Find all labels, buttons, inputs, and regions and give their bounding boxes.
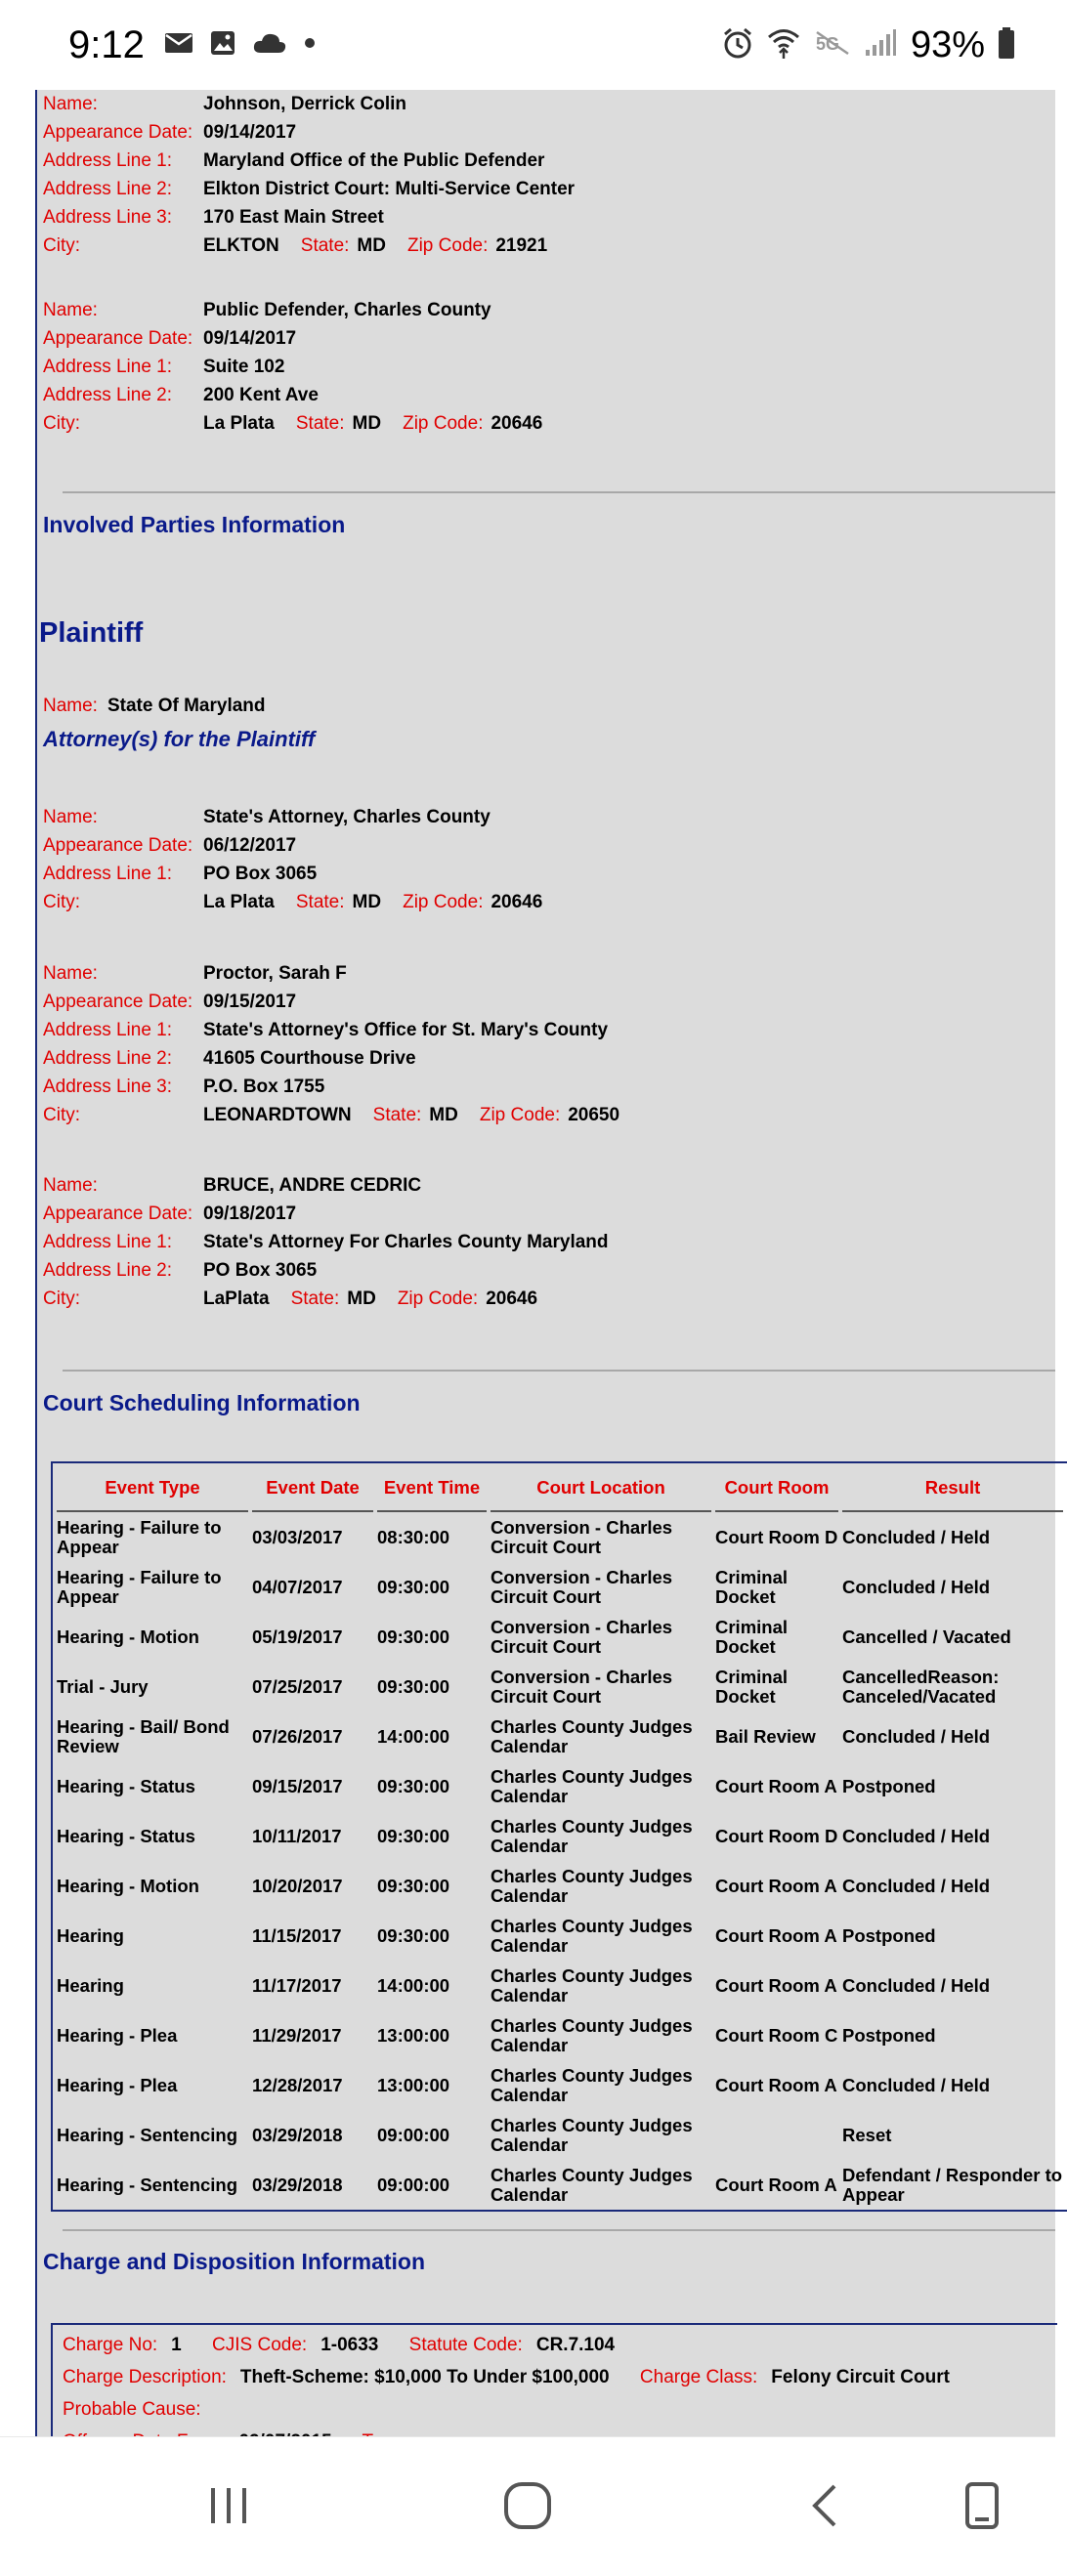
cell-court-location: Conversion - Charles Circuit Court: [491, 1516, 673, 1557]
plaintiff-attorney-1: Name: State's Attorney, Charles County Appearance Date: 06/12/2017 Address Line 1: PO Box 3065 City: La Plata State: MD Zip Code: 20646: [43, 807, 543, 912]
address-line-2: 200 Kent Ave: [203, 385, 319, 405]
cell-event-date: 10/20/2017: [252, 1875, 343, 1896]
charge-box: Charge No: 1 CJIS Code: 1-0633 Statute Code: CR.7.104 Charge Description: Theft-Scheme: $10,000 To Under $100,000 Charge Class: Felony Circuit Court Probable Cause:: [51, 2323, 1057, 2436]
attorney-name: Public Defender, Charles County: [203, 300, 491, 320]
cell-event-time: 09:30:00: [377, 1675, 450, 1697]
cell-event-time: 13:00:00: [377, 2074, 450, 2095]
appearance-date: 09/14/2017: [203, 122, 297, 143]
cell-court-room: Court Room A: [715, 1974, 837, 1996]
cell-event-type: Hearing - Plea: [57, 2024, 178, 2046]
cell-event-time: 09:00:00: [377, 2124, 450, 2145]
city: LEONARDTOWN: [203, 1105, 352, 1125]
attorney-name: State's Attorney, Charles County: [203, 807, 491, 827]
cell-court-room: Criminal Docket: [715, 1566, 789, 1607]
cell-event-type: Hearing - Bail/ Bond Review: [57, 1715, 230, 1756]
table-body: [57, 1512, 1063, 2210]
cell-court-room: Court Room A: [715, 2074, 837, 2095]
zip-code: 20646: [491, 413, 543, 434]
cell-event-time: 09:30:00: [377, 1924, 450, 1946]
zip-code: 21921: [495, 235, 548, 256]
cell-result: Defendant / Responder to Appear: [842, 2164, 1063, 2205]
status-bar: [0, 0, 1055, 90]
cell-event-time: 09:00:00: [377, 2174, 450, 2195]
cell-event-time: 08:30:00: [377, 1526, 450, 1547]
cell-court-room: Court Room A: [715, 1924, 837, 1946]
cell-court-room: [715, 2110, 838, 2160]
cell-court-location: Charles County Judges Calendar: [491, 2014, 693, 2055]
cell-event-date: 03/29/2018: [252, 2124, 343, 2145]
dot-icon: [303, 36, 317, 55]
statute-code: CR.7.104: [535, 2335, 616, 2355]
status-time: 9:12: [68, 22, 145, 66]
cell-event-date: 07/26/2017: [252, 1725, 343, 1747]
header-event-date: Event Date: [252, 1463, 373, 1512]
cell-event-date: 04/07/2017: [252, 1576, 343, 1597]
table-row: [57, 2010, 1063, 2060]
cell-court-room: Court Room D: [715, 1825, 838, 1846]
cell-result: Reset: [842, 2124, 892, 2145]
state: MD: [429, 1105, 458, 1125]
appearance-date: 09/14/2017: [203, 328, 297, 349]
state: MD: [347, 1288, 376, 1309]
involved-parties-title: Involved Parties Information: [43, 512, 346, 537]
cell-court-location: Charles County Judges Calendar: [491, 2064, 693, 2105]
table-header-row: [57, 1463, 1063, 1512]
cell-event-time: 09:30:00: [377, 1576, 450, 1597]
address-line-1: Maryland Office of the Public Defender: [203, 150, 545, 171]
cell-court-room: Court Room A: [715, 2174, 837, 2195]
cell-result: Postponed: [842, 1775, 936, 1796]
cell-result: Cancelled / Vacated: [842, 1626, 1011, 1647]
appearance-date: 06/12/2017: [203, 835, 297, 856]
section-divider: [63, 491, 1055, 493]
cell-event-type: Hearing - Sentencing: [57, 2174, 238, 2195]
charge-description: Theft-Scheme: $10,000 To Under $100,000: [239, 2367, 610, 2387]
probable-cause-label: Probable Cause:: [63, 2399, 201, 2420]
cell-event-time: 14:00:00: [377, 1725, 450, 1747]
wifi-icon: [754, 25, 801, 65]
cell-event-time: 13:00:00: [377, 2024, 450, 2046]
table-row: [57, 1612, 1063, 1662]
cell-court-location: Conversion - Charles Circuit Court: [491, 1566, 673, 1607]
cell-court-room: Court Room A: [715, 1875, 837, 1896]
table-row: [57, 1961, 1063, 2010]
cell-court-location: Conversion - Charles Circuit Court: [491, 1666, 673, 1707]
cell-court-room: Criminal Docket: [715, 1616, 789, 1657]
plaintiff-heading: Plaintiff: [39, 617, 144, 649]
cell-event-type: Hearing - Status: [57, 1775, 195, 1796]
cell-court-location: Conversion - Charles Circuit Court: [491, 1616, 673, 1657]
header-event-time: Event Time: [377, 1463, 487, 1512]
cell-event-time: 09:30:00: [377, 1626, 450, 1647]
cell-result: Concluded / Held: [842, 2074, 991, 2095]
address-line-1: Suite 102: [203, 357, 285, 377]
mail-icon: [164, 31, 193, 60]
cell-result: Concluded / Held: [842, 1725, 991, 1747]
city: ELKTON: [203, 235, 279, 256]
charge-disposition-title: Charge and Disposition Information: [43, 2249, 426, 2274]
charge-number: 1: [171, 2335, 182, 2355]
defense-attorney-2: Name: Public Defender, Charles County Appearance Date: 09/14/2017 Address Line 1: Suite 102 Address Line 2: 200 Kent Ave City: La Plata State: MD Zip Code: 20646: [43, 300, 543, 434]
rotate-icon[interactable]: [958, 2476, 1006, 2540]
header-court-location: Court Location: [491, 1463, 711, 1512]
case-detail-content: [35, 90, 1063, 2436]
address-line-1: PO Box 3065: [203, 864, 318, 884]
attorney-name: BRUCE, ANDRE CEDRIC: [203, 1175, 422, 1196]
cell-event-time: 09:30:00: [377, 1775, 450, 1796]
cell-result: Concluded / Held: [842, 1875, 991, 1896]
cloud-icon: [252, 31, 287, 60]
city: La Plata: [203, 413, 275, 434]
cell-event-date: 07/25/2017: [252, 1675, 343, 1697]
cell-event-date: 03/29/2018: [252, 2174, 343, 2195]
defense-attorney-1: Name: Johnson, Derrick Colin Appearance Date: 09/14/2017 Address Line 1: Maryland Office of the Public Defender Address Line 2: Elkton District Court: Multi-Service Center Address Line 3: 170 East Main Street City: ELKTON State: MD Zip Code: 21921: [43, 94, 576, 256]
court-scheduling-title: Court Scheduling Information: [43, 1390, 361, 1415]
cell-event-type: Trial - Jury: [57, 1675, 149, 1697]
plaintiff-name-row: Name: State Of Maryland: [43, 696, 266, 716]
cell-event-date: 05/19/2017: [252, 1626, 343, 1647]
appearance-date: 09/15/2017: [203, 992, 297, 1012]
state: MD: [352, 892, 382, 912]
5g-off-icon: [801, 28, 852, 63]
cell-result: Concluded / Held: [842, 1526, 991, 1547]
state: MD: [352, 413, 382, 434]
cell-court-location: Charles County Judges Calendar: [491, 1715, 693, 1756]
cell-event-type: Hearing - Status: [57, 1825, 195, 1846]
alarm-icon: [709, 26, 754, 64]
city: La Plata: [203, 892, 275, 912]
address-line-1: State's Attorney For Charles County Maryland: [203, 1232, 609, 1252]
cell-court-location: Charles County Judges Calendar: [491, 1915, 693, 1956]
table-row: [57, 1711, 1063, 1761]
cell-event-type: Hearing - Sentencing: [57, 2124, 238, 2145]
attorney-name: Johnson, Derrick Colin: [203, 94, 406, 114]
cell-court-room: Court Room A: [715, 1775, 837, 1796]
cjis-code: 1-0633: [320, 2335, 379, 2355]
cell-event-date: 10/11/2017: [252, 1825, 342, 1846]
zip-code: 20646: [491, 892, 543, 912]
cell-event-date: 09/15/2017: [252, 1775, 343, 1796]
table-row: [57, 1761, 1063, 1811]
section-divider: [63, 1370, 1055, 1372]
table-row: [57, 1562, 1063, 1612]
cell-result: Concluded / Held: [842, 1825, 991, 1846]
cell-court-location: Charles County Judges Calendar: [491, 1765, 693, 1806]
cell-result: Concluded / Held: [842, 1974, 991, 1996]
cell-result: Concluded / Held: [842, 1576, 991, 1597]
cell-event-time: 09:30:00: [377, 1875, 450, 1896]
cell-court-location: Charles County Judges Calendar: [491, 2114, 693, 2155]
cell-court-room: Criminal Docket: [715, 1666, 789, 1707]
cell-court-location: Charles County Judges Calendar: [491, 2164, 693, 2205]
header-event-type: Event Type: [57, 1463, 248, 1512]
plaintiff-attorneys-heading: Attorney(s) for the Plaintiff: [43, 727, 316, 751]
cell-event-type: Hearing - Motion: [57, 1875, 199, 1896]
web-page: [0, 90, 1063, 2436]
section-divider: [63, 2229, 1055, 2231]
cell-event-type: Hearing: [57, 1974, 124, 1996]
address-line-2: Elkton District Court: Multi-Service Center: [203, 179, 576, 199]
cell-event-date: 03/03/2017: [252, 1526, 343, 1547]
cell-event-date: 11/29/2017: [252, 2024, 342, 2046]
signal-icon: [852, 28, 897, 63]
table-row: [57, 2110, 1063, 2160]
plaintiff-attorney-3: Name: BRUCE, ANDRE CEDRIC Appearance Date: 09/18/2017 Address Line 1: State's Attorney For Charles County Maryland Address Line 2: PO Box 3065 City: LaPlata State: MD Zip Code: 20646: [43, 1175, 609, 1309]
plaintiff-attorney-2: Name: Proctor, Sarah F Appearance Date: 09/15/2017 Address Line 1: State's Attorney's Office for St. Mary's County Address Line 2: 41605 Courthouse Drive Address Line 3: P.O. Box 1755 City: LEONARDTOWN State: MD Zip Code: 20650: [43, 963, 620, 1125]
cell-event-time: 14:00:00: [377, 1974, 450, 1996]
cell-event-type: Hearing - Failure to Appear: [57, 1566, 222, 1607]
cell-event-type: Hearing: [57, 1924, 124, 1946]
address-line-2: PO Box 3065: [203, 1260, 318, 1281]
navigation-bar: [0, 2436, 1055, 2576]
cell-court-location: Charles County Judges Calendar: [491, 1865, 693, 1906]
cell-court-room: Court Room D: [715, 1526, 838, 1547]
table-row: [57, 1911, 1063, 1961]
table-row: [57, 1512, 1063, 1562]
plaintiff-name: State Of Maryland: [107, 696, 266, 716]
battery-icon: [985, 26, 1016, 64]
recent-apps-icon[interactable]: [205, 2476, 254, 2540]
svg-text:5G: 5G: [815, 33, 839, 54]
table-row: [57, 2160, 1063, 2210]
cell-event-type: Hearing - Motion: [57, 1626, 199, 1647]
table-row: [57, 1811, 1063, 1861]
cell-court-room: Bail Review: [715, 1725, 816, 1747]
city: LaPlata: [203, 1288, 270, 1309]
address-line-2: 41605 Courthouse Drive: [203, 1048, 416, 1069]
cell-court-location: Charles County Judges Calendar: [491, 1815, 693, 1856]
cell-result: Postponed: [842, 2024, 936, 2046]
back-icon[interactable]: [801, 2476, 850, 2540]
table-row: [57, 1662, 1063, 1711]
cell-event-date: 11/15/2017: [252, 1924, 342, 1946]
zip-code: 20650: [568, 1105, 620, 1125]
table-row: [57, 1861, 1063, 1911]
zip-code: 20646: [486, 1288, 538, 1309]
cell-event-date: 12/28/2017: [252, 2074, 343, 2095]
cell-event-type: Hearing - Plea: [57, 2074, 178, 2095]
charge-class: Felony Circuit Court: [771, 2367, 950, 2387]
battery-level: 93%: [910, 23, 985, 65]
cell-event-type: Hearing - Failure to Appear: [57, 1516, 222, 1557]
cell-court-room: Court Room C: [715, 2024, 838, 2046]
appearance-date: 09/18/2017: [203, 1204, 297, 1224]
cell-event-time: 09:30:00: [377, 1825, 450, 1846]
header-result: Result: [842, 1463, 1063, 1512]
cell-court-location: Charles County Judges Calendar: [491, 1964, 693, 2006]
court-scheduling-table: [51, 1461, 1067, 2212]
attorney-name: Proctor, Sarah F: [203, 963, 347, 984]
cell-event-date: 11/17/2017: [252, 1974, 342, 1996]
cell-result: Postponed: [842, 1924, 936, 1946]
cell-result: CancelledReason: Canceled/Vacated: [842, 1666, 1000, 1707]
home-icon[interactable]: [498, 2476, 557, 2540]
state: MD: [357, 235, 386, 256]
header-court-room: Court Room: [715, 1463, 838, 1512]
address-line-3: 170 East Main Street: [203, 207, 384, 228]
address-line-1: State's Attorney's Office for St. Mary's County: [203, 1020, 609, 1040]
image-icon: [209, 29, 236, 62]
address-line-3: P.O. Box 1755: [203, 1077, 325, 1097]
table-row: [57, 2060, 1063, 2110]
